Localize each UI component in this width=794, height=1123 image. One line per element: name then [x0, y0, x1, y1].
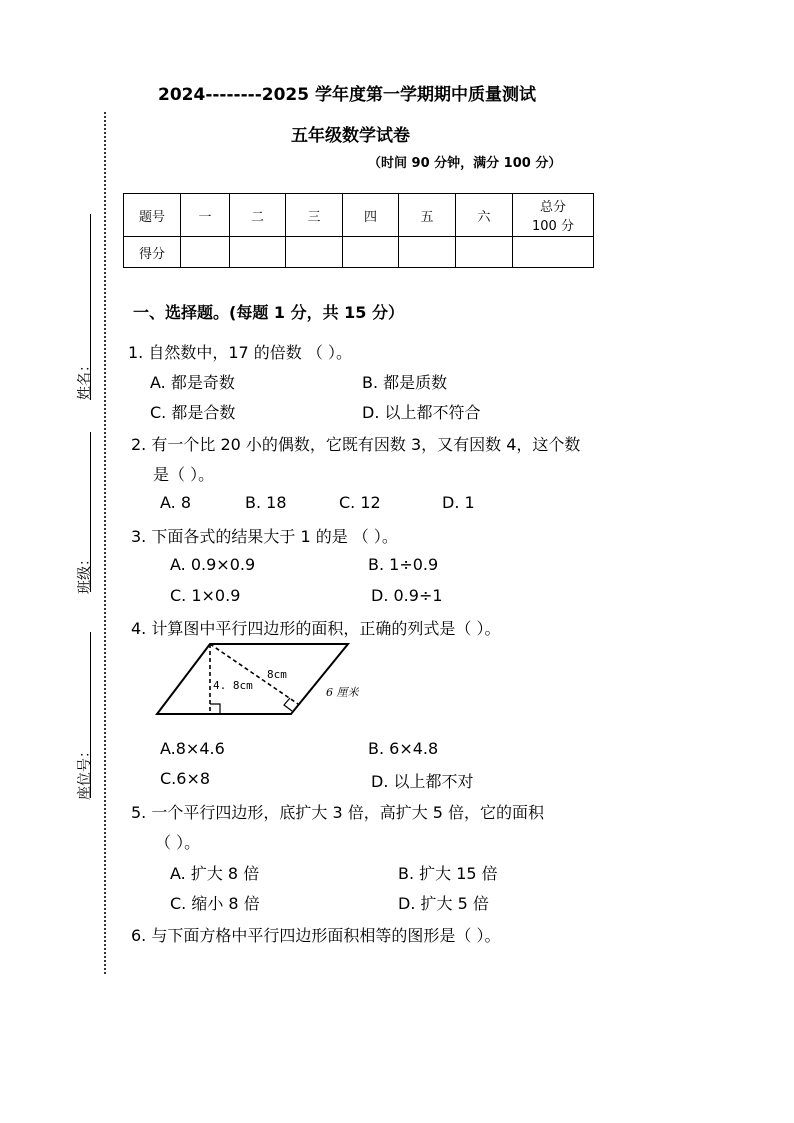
- score-row1-label: 题号: [124, 194, 181, 237]
- class-label: 班级：: [77, 552, 93, 594]
- score-col-3: 三: [286, 194, 343, 237]
- section-1-heading: 一、选择题。(每题 1 分，共 15 分）: [133, 303, 404, 322]
- q5-stem-continued: （ ）。: [155, 833, 201, 852]
- q4-option-d[interactable]: D. 以上都不对: [371, 772, 474, 791]
- score-table: [123, 193, 594, 268]
- score-col-4: 四: [343, 194, 399, 237]
- q1-option-d[interactable]: D. 以上都不符合: [362, 403, 481, 422]
- score-col-1: 一: [181, 194, 230, 237]
- binding-dotted-line: [104, 112, 106, 974]
- label-side: 6 厘米: [326, 686, 359, 699]
- q2-stem-continued: 是（ ）。: [153, 465, 215, 484]
- score-cell-5[interactable]: [399, 237, 456, 268]
- parallelogram-figure: [150, 638, 380, 720]
- total-line1: 总分: [539, 200, 566, 215]
- q4-option-c[interactable]: C.6×8: [160, 769, 211, 788]
- score-col-5: 五: [399, 194, 456, 237]
- name-label: 姓名：: [77, 358, 93, 400]
- label-8cm: 8cm: [267, 668, 287, 681]
- score-table-header-row: [124, 194, 594, 237]
- q3-option-a[interactable]: A. 0.9×0.9: [170, 555, 256, 574]
- q6-stem: 6. 与下面方格中平行四边形面积相等的图形是（ ）。: [131, 926, 501, 945]
- score-col-total: [513, 194, 594, 237]
- q1-option-b[interactable]: B. 都是质数: [362, 373, 448, 392]
- q3-option-b[interactable]: B. 1÷0.9: [368, 555, 439, 574]
- label-height: 4. 8cm: [213, 679, 253, 692]
- exam-subtitle: 五年级数学试卷: [291, 126, 410, 146]
- q4-stem: 4. 计算图中平行四边形的面积，正确的列式是（ ）。: [131, 619, 501, 638]
- q1-option-c[interactable]: C. 都是合数: [150, 403, 236, 422]
- q5-stem: 5. 一个平行四边形，底扩大 3 倍，高扩大 5 倍，它的面积: [131, 803, 545, 822]
- q5-option-d[interactable]: D. 扩大 5 倍: [398, 894, 489, 913]
- q1-option-a[interactable]: A. 都是奇数: [150, 373, 235, 392]
- q4-option-a[interactable]: A.8×4.6: [160, 739, 225, 758]
- exam-note: （时间 90 分钟，满分 100 分）: [368, 156, 562, 171]
- q1-stem: 1. 自然数中，17 的倍数 （ ）。: [128, 343, 352, 362]
- q2-stem: 2. 有一个比 20 小的偶数，它既有因数 3，又有因数 4，这个数: [131, 435, 581, 454]
- score-cell-4[interactable]: [343, 237, 399, 268]
- score-col-6: 六: [456, 194, 513, 237]
- score-row2-label: 得分: [124, 237, 181, 268]
- score-cell-6[interactable]: [456, 237, 513, 268]
- q5-option-b[interactable]: B. 扩大 15 倍: [398, 864, 498, 883]
- q5-option-c[interactable]: C. 缩小 8 倍: [170, 894, 260, 913]
- exam-title: 2024--------2025 学年度第一学期期中质量测试: [158, 85, 536, 105]
- q2-option-b[interactable]: B. 18: [245, 493, 287, 512]
- q3-option-c[interactable]: C. 1×0.9: [170, 586, 241, 605]
- q2-option-d[interactable]: D. 1: [442, 493, 475, 512]
- score-cell-2[interactable]: [230, 237, 286, 268]
- q2-option-a[interactable]: A. 8: [160, 493, 192, 512]
- score-cell-3[interactable]: [286, 237, 343, 268]
- score-cell-total[interactable]: [513, 237, 594, 268]
- q5-option-a[interactable]: A. 扩大 8 倍: [170, 864, 260, 883]
- right-angle-mark-base: [210, 704, 220, 714]
- total-line2: 100 分: [532, 219, 574, 234]
- q3-stem: 3. 下面各式的结果大于 1 的是 （ ）。: [131, 527, 398, 546]
- q3-option-d[interactable]: D. 0.9÷1: [371, 586, 443, 605]
- q2-option-c[interactable]: C. 12: [339, 493, 381, 512]
- seat-label: 座位号：: [77, 744, 93, 800]
- q4-option-b[interactable]: B. 6×4.8: [368, 739, 439, 758]
- score-cell-1[interactable]: [181, 237, 230, 268]
- score-table-score-row: [124, 237, 594, 268]
- score-col-2: 二: [230, 194, 286, 237]
